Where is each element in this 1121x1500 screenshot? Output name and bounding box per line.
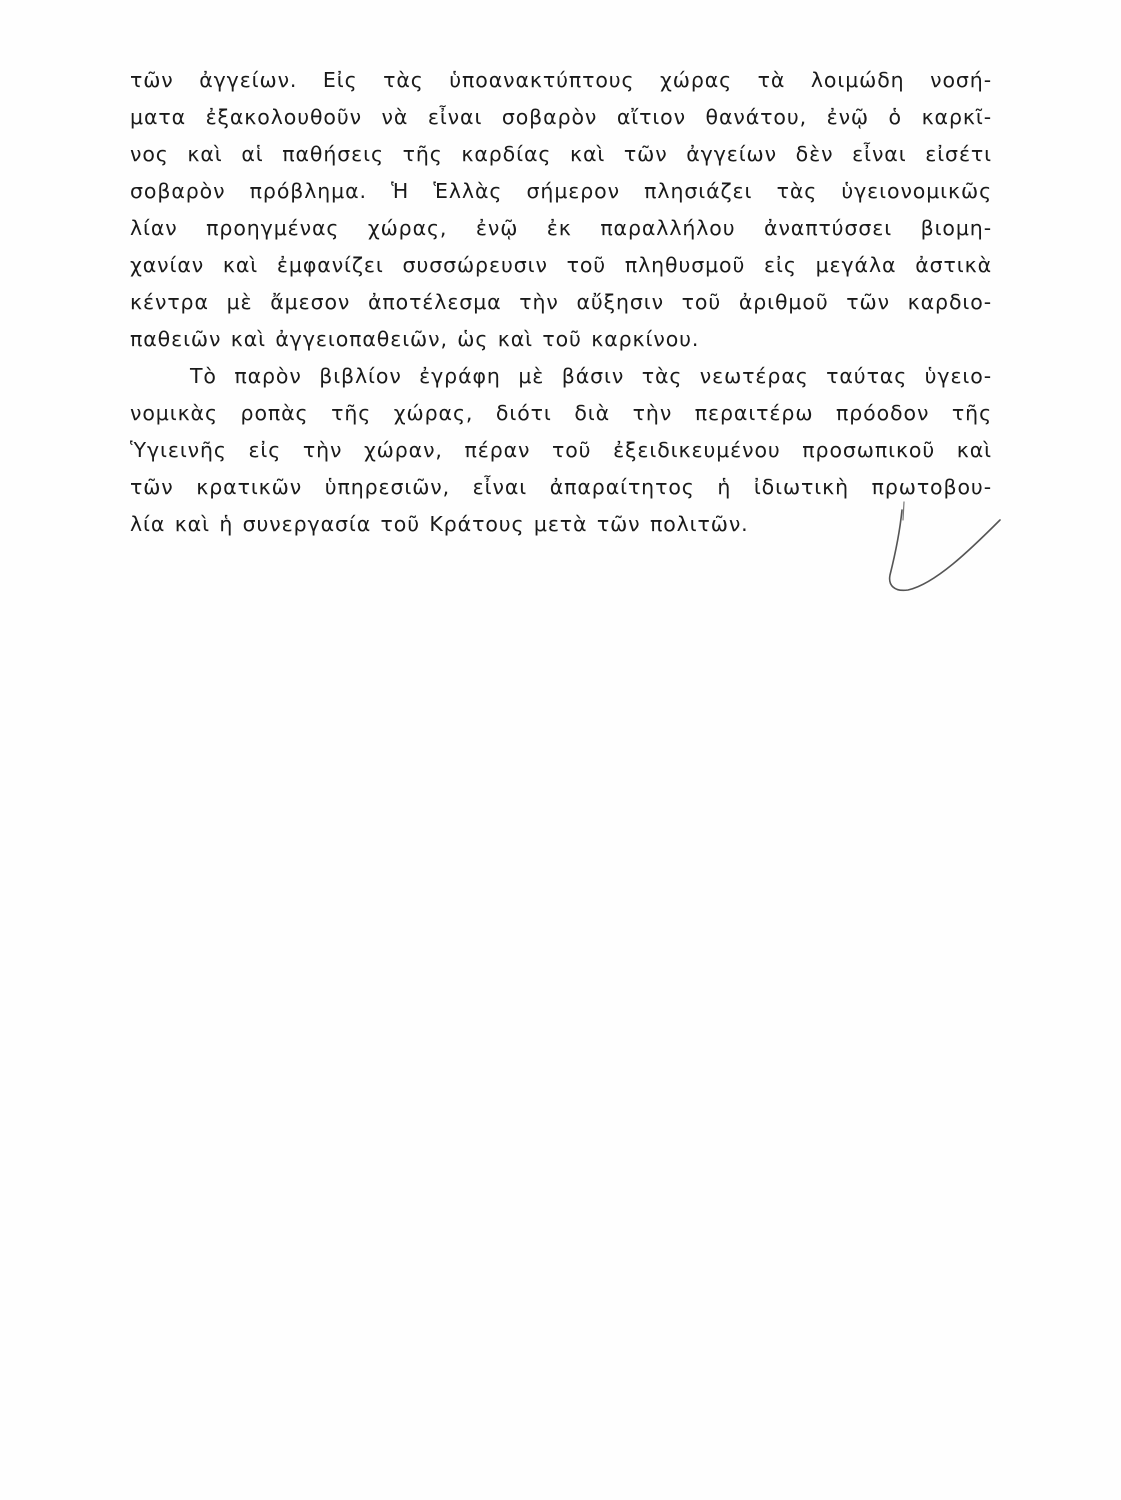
paragraph-2 [130,358,992,543]
text-line: λίαν προηγμένας χώρας, ἐνῷ ἐκ παραλλήλου ἀναπτύσσει βιομη- [130,216,992,240]
text-line: τῶν ἀγγείων. Εἰς τὰς ὑποανακτύπτους χώρας τὰ λοιμώδη νοσή- [130,68,992,92]
text-line: Τὸ παρὸν βιβλίον ἐγράφη μὲ βάσιν τὰς νεωτέρας ταύτας ὑγειο- [190,364,992,388]
body-text [130,62,992,543]
text-line: κέντρα μὲ ἄμεσον ἀποτέλεσμα τὴν αὔξησιν τοῦ ἀριθμοῦ τῶν καρδιο- [130,290,992,314]
pencil-check-mark [880,500,1010,610]
text-line: νος καὶ αἱ παθήσεις τῆς καρδίας καὶ τῶν ἀγγείων δὲν εἶναι εἰσέτι [130,142,992,166]
text-line: παθειῶν καὶ ἀγγειοπαθειῶν, ὡς καὶ τοῦ καρκίνου. [130,327,700,351]
text-line: χανίαν καὶ ἐμφανίζει συσσώρευσιν τοῦ πληθυσμοῦ εἰς μεγάλα ἀστικὰ [130,253,992,277]
text-line: Ὑγιεινῆς εἰς τὴν χώραν, πέραν τοῦ ἐξειδικευμένου προσωπικοῦ καὶ [130,438,992,462]
text-line: νομικὰς ροπὰς τῆς χώρας, διότι διὰ τὴν περαιτέρω πρόοδον τῆς [130,401,992,425]
paragraph-1 [130,62,992,358]
text-line: ματα ἐξακολουθοῦν νὰ εἶναι σοβαρὸν αἴτιον θανάτου, ἐνῷ ὁ καρκῖ- [130,105,992,129]
text-line: σοβαρὸν πρόβλημα. Ἡ Ἑλλὰς σήμερον πλησιάζει τὰς ὑγειονομικῶς [130,179,992,203]
text-line: λία καὶ ἡ συνεργασία τοῦ Κράτους μετὰ τῶν πολιτῶν. [130,512,749,536]
text-line: τῶν κρατικῶν ὑπηρεσιῶν, εἶναι ἀπαραίτητος ἡ ἰδιωτικὴ πρωτοβου- [130,475,992,499]
